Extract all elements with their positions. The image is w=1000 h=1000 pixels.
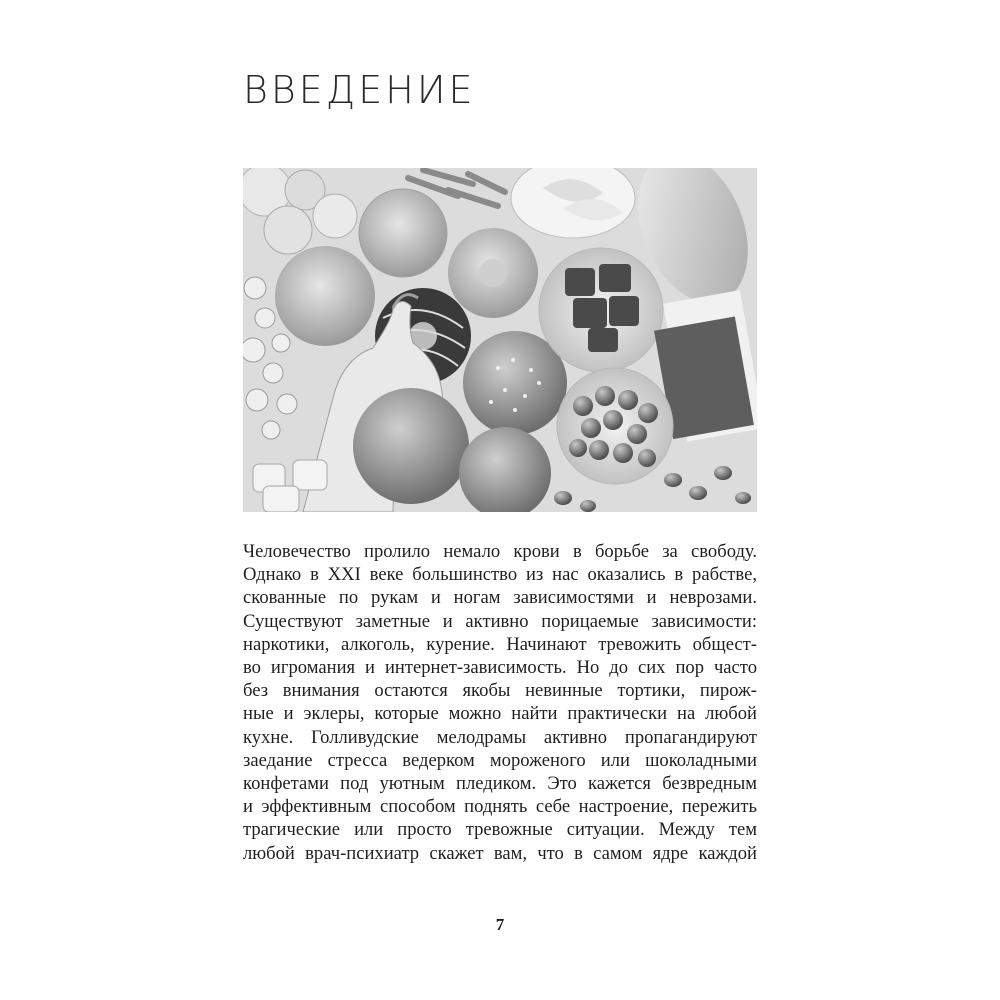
body-line: и эффективным способом поднять себе настроение, пережить [243,796,757,818]
body-line: Существуют заметные и активно порицаемые зависимости: [243,610,757,632]
page-number: 7 [495,915,505,934]
body-line: любой врач-психиатр скажет вам, что в самом ядре каждой [243,842,757,864]
sweets-photo [243,168,757,512]
body-line: трагические или просто тревожные ситуации. Между тем [243,819,757,841]
body-line: ные и эклеры, которые можно найти практически на любой [243,703,757,725]
body-line: Однако в XXI веке большинство из нас оказались в рабстве, [243,564,757,586]
body-line: без внимания остаются якобы невинные тортики, пирож- [243,680,757,702]
body-line: скованные по рукам и ногам зависимостями и неврозами. [243,587,757,609]
body-line: заедание стресса ведерком мороженого или шоколадными [243,749,757,771]
body-line: наркотики, алкоголь, курение. Начинают тревожить общест- [243,633,757,655]
body-line: конфетами под уютным пледиком. Это кажется безвредным [243,773,757,795]
body-text [243,540,757,865]
chapter-heading: ВВЕДЕНИЕ [243,68,476,112]
body-line: кухне. Голливудские мелодрамы активно пропагандируют [243,726,757,748]
body-line: во игромания и интернет-зависимость. Но до сих пор часто [243,657,757,679]
body-line: Человечество пролило немало крови в борьбе за свободу. [243,541,757,562]
